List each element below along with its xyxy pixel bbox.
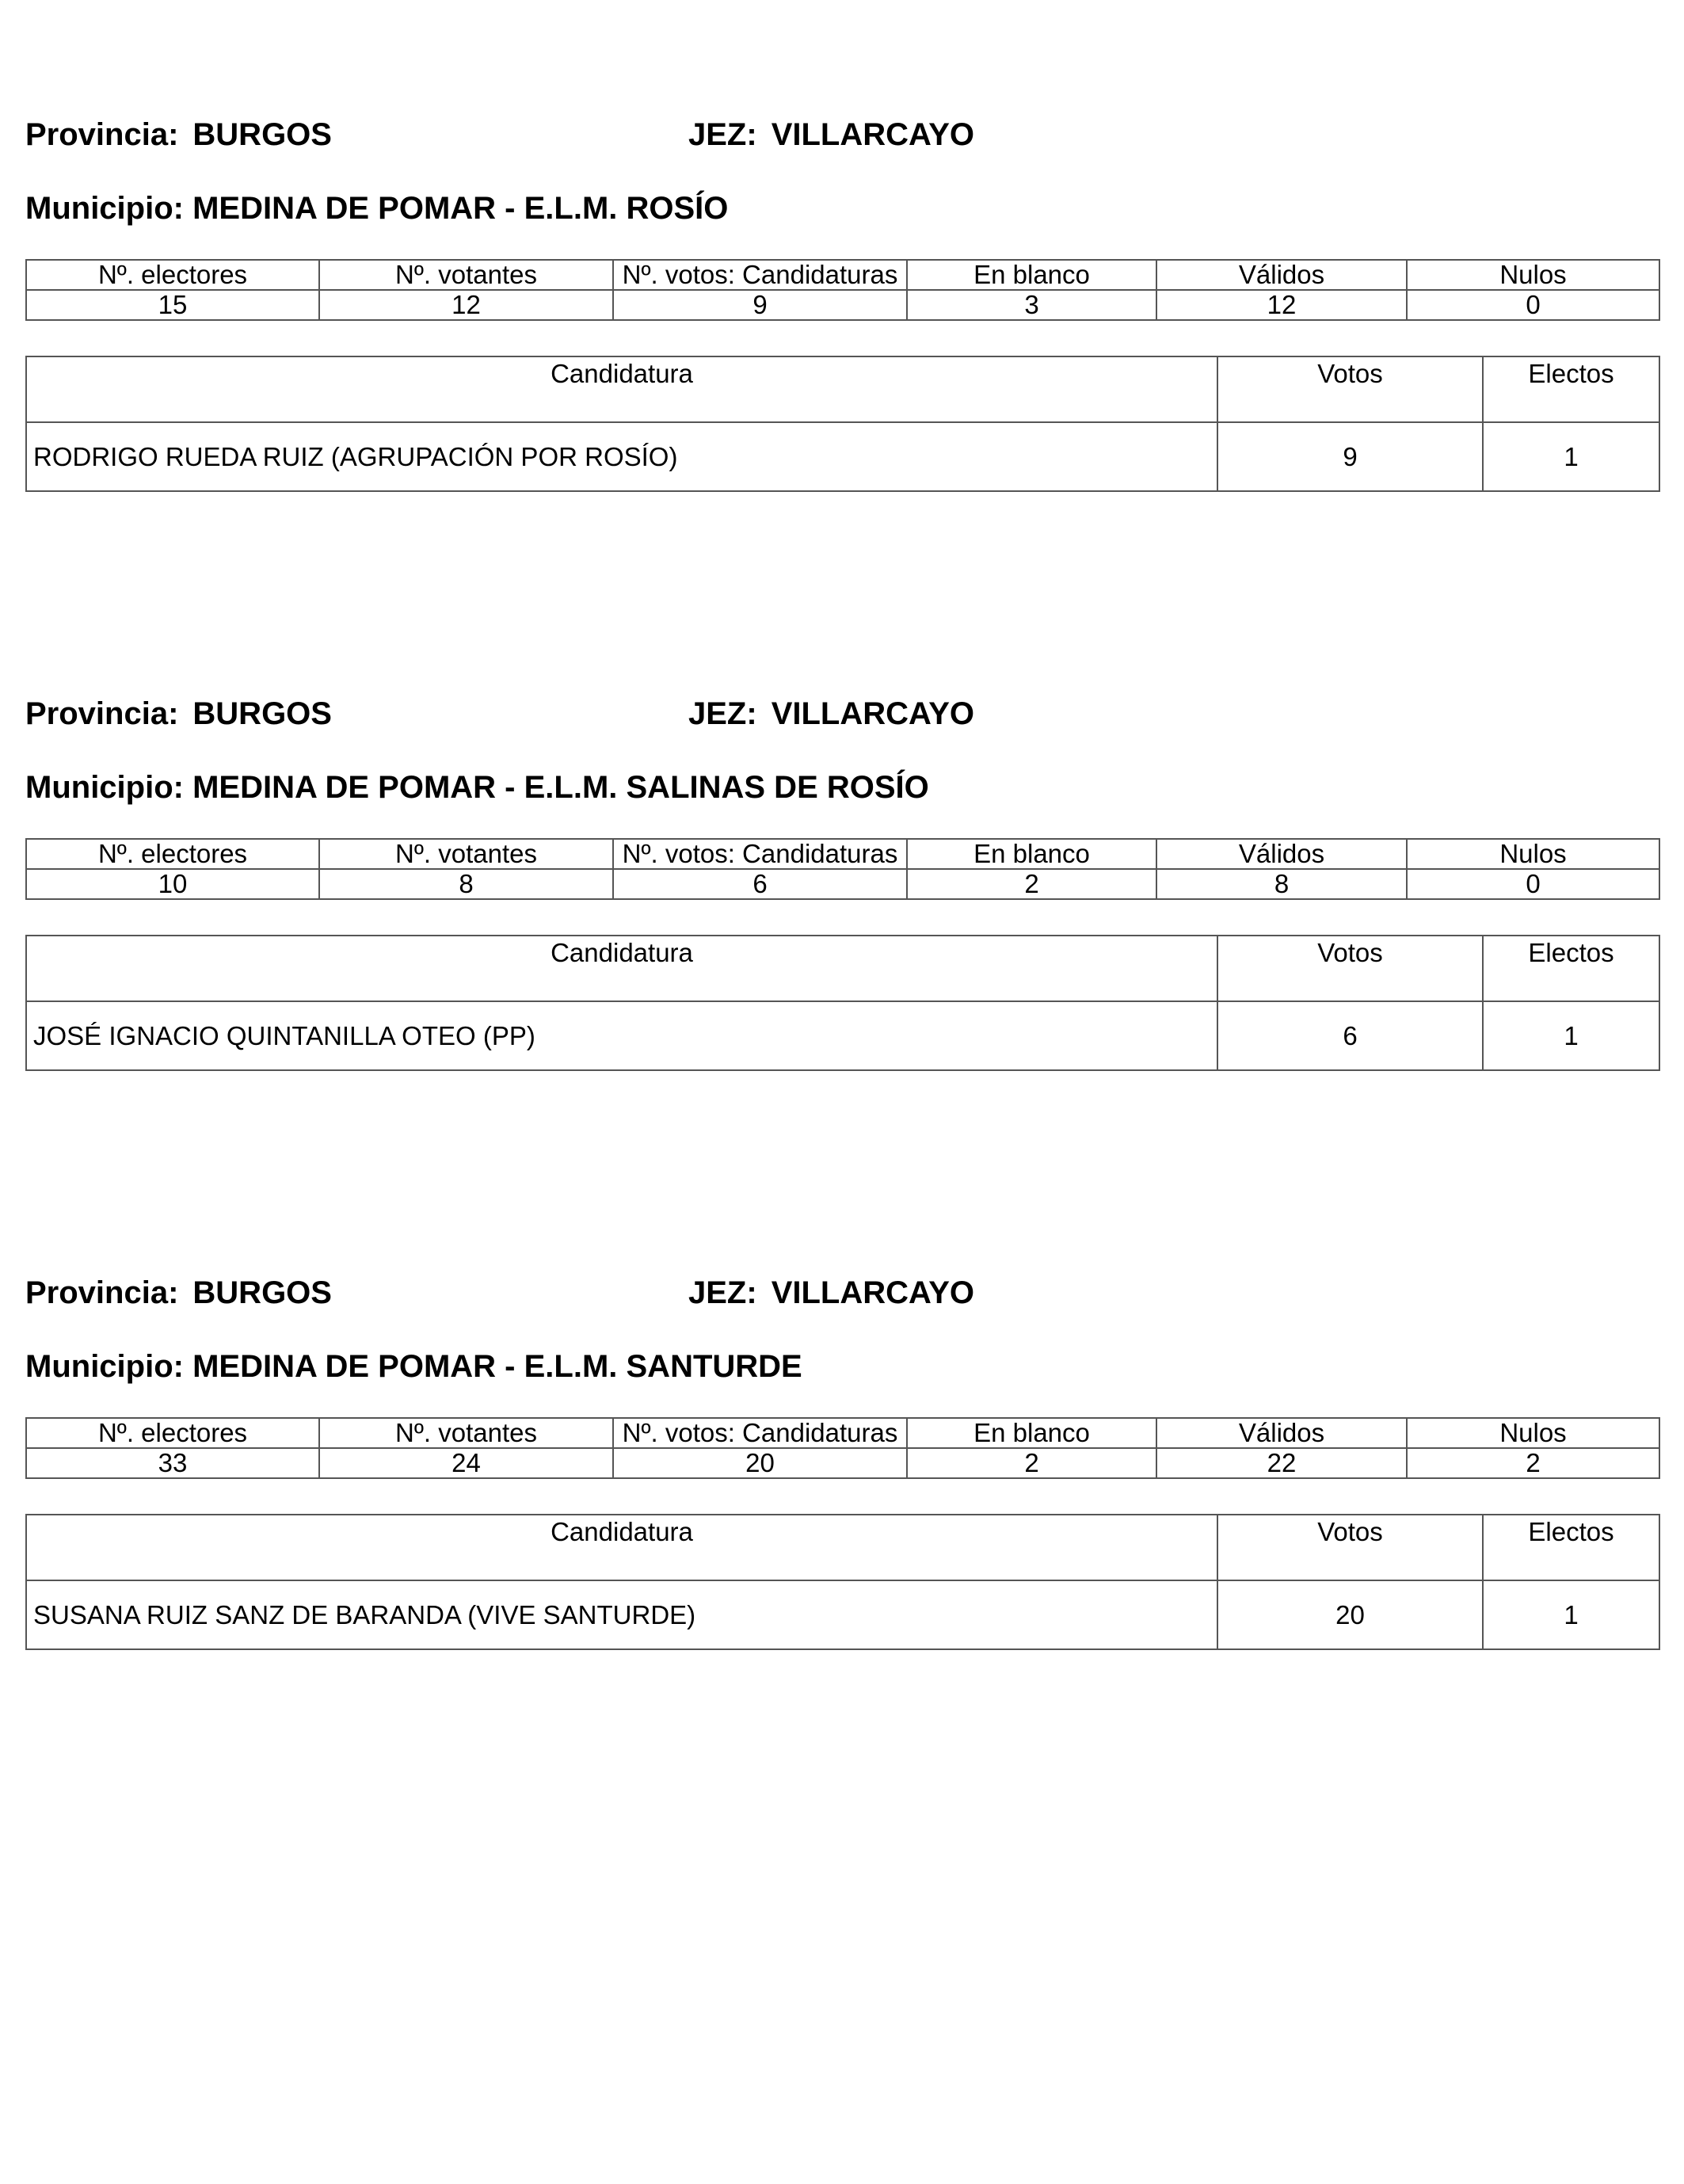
municipio-value: MEDINA DE POMAR - E.L.M. SALINAS DE ROSÍO — [192, 770, 929, 805]
jez-value: VILLARCAYO — [771, 1275, 975, 1310]
stats-header-cell: Nulos — [1407, 260, 1659, 290]
jez-heading: JEZ: VILLARCAYO — [688, 117, 975, 152]
stats-header-row — [26, 260, 1659, 290]
provincia-heading: Provincia: BURGOS — [25, 696, 332, 731]
electos-header: Electos — [1483, 936, 1659, 1001]
candidates-header-row — [26, 356, 1659, 422]
candidates-table — [25, 1514, 1660, 1650]
stats-header-row — [26, 839, 1659, 869]
stats-value-cell: 15 — [26, 290, 319, 320]
stats-value-cell: 2 — [907, 869, 1156, 899]
provincia-value: BURGOS — [192, 117, 332, 152]
jez-value: VILLARCAYO — [771, 696, 975, 731]
candidates-header-row — [26, 1515, 1659, 1580]
results-section — [25, 696, 1659, 1077]
stats-value-cell: 12 — [319, 290, 613, 320]
stats-value-cell: 12 — [1156, 290, 1407, 320]
stats-value-cell: 33 — [26, 1448, 319, 1478]
stats-value-cell: 8 — [319, 869, 613, 899]
stats-value-cell: 0 — [1407, 869, 1659, 899]
candidate-votos: 20 — [1217, 1580, 1483, 1649]
stats-value-cell: 10 — [26, 869, 319, 899]
stats-header-cell: En blanco — [907, 260, 1156, 290]
candidatura-header: Candidatura — [26, 356, 1217, 422]
candidates-header-row — [26, 936, 1659, 1001]
stats-header-cell: Nº. votos: Candidaturas — [613, 839, 907, 869]
votos-header: Votos — [1217, 356, 1483, 422]
candidates-table — [25, 356, 1660, 492]
stats-header-cell: Nº. votos: Candidaturas — [613, 260, 907, 290]
candidate-row — [26, 1580, 1659, 1649]
jez-heading: JEZ: VILLARCAYO — [688, 696, 975, 731]
stats-table — [25, 838, 1660, 900]
electos-header: Electos — [1483, 356, 1659, 422]
candidate-row — [26, 422, 1659, 491]
municipio-value: MEDINA DE POMAR - E.L.M. ROSÍO — [192, 191, 729, 226]
results-section — [25, 1275, 1659, 1656]
stats-header-cell: En blanco — [907, 1418, 1156, 1448]
stats-value-cell: 8 — [1156, 869, 1407, 899]
stats-header-cell: Nº. electores — [26, 260, 319, 290]
votos-header: Votos — [1217, 936, 1483, 1001]
provincia-heading: Provincia: BURGOS — [25, 117, 332, 152]
candidate-name: RODRIGO RUEDA RUIZ (AGRUPACIÓN POR ROSÍO) — [26, 422, 1217, 491]
stats-value-cell: 2 — [907, 1448, 1156, 1478]
stats-header-cell: Válidos — [1156, 839, 1407, 869]
municipio-value: MEDINA DE POMAR - E.L.M. SANTURDE — [192, 1349, 802, 1384]
stats-header-cell: Nulos — [1407, 839, 1659, 869]
stats-header-cell: Nº. votantes — [319, 1418, 613, 1448]
candidate-votos: 9 — [1217, 422, 1483, 491]
municipio-heading: Municipio: MEDINA DE POMAR - E.L.M. SALINAS DE ROSÍO — [25, 770, 929, 805]
candidate-votos: 6 — [1217, 1001, 1483, 1070]
stats-table — [25, 1417, 1660, 1479]
stats-value-cell: 9 — [613, 290, 907, 320]
stats-value-cell: 24 — [319, 1448, 613, 1478]
municipio-heading: Municipio: MEDINA DE POMAR - E.L.M. SANTURDE — [25, 1349, 802, 1384]
candidate-electos: 1 — [1483, 1580, 1659, 1649]
candidate-electos: 1 — [1483, 422, 1659, 491]
provincia-value: BURGOS — [192, 696, 332, 731]
candidate-name: JOSÉ IGNACIO QUINTANILLA OTEO (PP) — [26, 1001, 1217, 1070]
provincia-value: BURGOS — [192, 1275, 332, 1310]
stats-value-row — [26, 290, 1659, 320]
stats-header-cell: Nº. electores — [26, 1418, 319, 1448]
stats-value-cell: 22 — [1156, 1448, 1407, 1478]
stats-header-row — [26, 1418, 1659, 1448]
stats-value-cell: 3 — [907, 290, 1156, 320]
candidatura-header: Candidatura — [26, 1515, 1217, 1580]
stats-value-cell: 0 — [1407, 290, 1659, 320]
stats-table — [25, 259, 1660, 321]
stats-header-cell: Válidos — [1156, 260, 1407, 290]
stats-header-cell: Válidos — [1156, 1418, 1407, 1448]
municipio-heading: Municipio: MEDINA DE POMAR - E.L.M. ROSÍO — [25, 191, 729, 226]
stats-value-cell: 6 — [613, 869, 907, 899]
jez-value: VILLARCAYO — [771, 117, 975, 152]
stats-value-row — [26, 869, 1659, 899]
candidates-table — [25, 935, 1660, 1071]
stats-header-cell: Nº. electores — [26, 839, 319, 869]
candidate-row — [26, 1001, 1659, 1070]
candidate-electos: 1 — [1483, 1001, 1659, 1070]
votos-header: Votos — [1217, 1515, 1483, 1580]
results-section — [25, 117, 1659, 497]
candidatura-header: Candidatura — [26, 936, 1217, 1001]
stats-header-cell: En blanco — [907, 839, 1156, 869]
jez-heading: JEZ: VILLARCAYO — [688, 1275, 975, 1310]
stats-value-row — [26, 1448, 1659, 1478]
stats-value-cell: 20 — [613, 1448, 907, 1478]
electos-header: Electos — [1483, 1515, 1659, 1580]
stats-value-cell: 2 — [1407, 1448, 1659, 1478]
provincia-heading: Provincia: BURGOS — [25, 1275, 332, 1310]
stats-header-cell: Nº. votantes — [319, 260, 613, 290]
stats-header-cell: Nulos — [1407, 1418, 1659, 1448]
stats-header-cell: Nº. votantes — [319, 839, 613, 869]
stats-header-cell: Nº. votos: Candidaturas — [613, 1418, 907, 1448]
candidate-name: SUSANA RUIZ SANZ DE BARANDA (VIVE SANTURDE) — [26, 1580, 1217, 1649]
